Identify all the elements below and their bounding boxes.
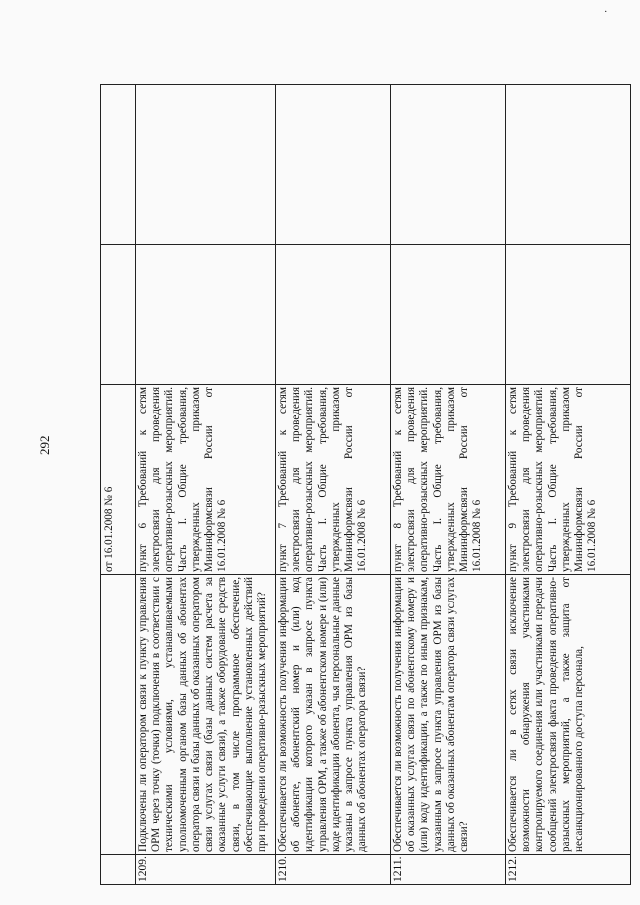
page-number: 292	[37, 435, 52, 455]
reference-text: пункт 8 Требований к сетям электросвязи для проведения оперативно-розыскных мероприятий. Часть I. Общие требования, утвержденных приказом Мининформсвязи России от 16.01.2008 № 6	[391, 385, 506, 575]
row-number: 1210.	[276, 855, 391, 885]
cell-note	[136, 85, 276, 245]
reference-text: пункт 6 Требований к сетям электросвязи для проведения оперативно-розыскных мероприятий. Часть I. Общие требования, утвержденных приказом Мининформсвязи России от 16.01.2008 № 6	[136, 385, 276, 575]
reference-text: пункт 7 Требований к сетям электросвязи для проведения оперативно-розыскных мероприятий. Часть I. Общие требования, утвержденных приказом Мининформсвязи России от 16.01.2008 № 6	[276, 385, 391, 575]
row-number: 1211.	[391, 855, 506, 885]
cell-note	[391, 85, 506, 245]
question-text: Обеспечивается ли в сетях связи исключение возможности обнаружения участниками контролируемого соединения или участниками передачи сообщений электросвязи факта проведения оперативно-разыскных мероприятий, а также защита от несанкционированного доступа персонала,	[506, 575, 631, 855]
table-row	[276, 85, 391, 885]
cell-note	[276, 85, 391, 245]
corner-mark: .	[604, 4, 607, 15]
rotated-table-container	[100, 85, 630, 885]
cell-note	[506, 85, 631, 245]
row-number: 1212.	[506, 855, 631, 885]
row-number: 1209.	[136, 855, 276, 885]
cell-answer	[276, 245, 391, 385]
question-text: Обеспечивается ли возможность получения информации об оказанных услугах связи по абонентскому номеру и (или) коду идентификации, а также по иным признакам, указанным в запросе пункта управления ОРМ из базы данных об оказанных абонентам оператора связи услугах связи?	[391, 575, 506, 855]
cell-answer	[506, 245, 631, 385]
cell-answer	[136, 245, 276, 385]
cell-note	[101, 85, 136, 245]
cell-answer	[101, 245, 136, 385]
cell-reference	[101, 385, 136, 575]
reference-text: пункт 9 Требований к сетям электросвязи для проведения оперативно-розыскных мероприятий. Часть I. Общие требования, утвержденных приказом Мининформсвязи России от 16.01.2008 № 6	[506, 385, 631, 575]
reference-tail: от 16.01.2008 № 6	[103, 486, 115, 572]
table-row	[391, 85, 506, 885]
table-row	[136, 85, 276, 885]
table-row	[506, 85, 631, 885]
question-text: Обеспечивается ли возможность получения информации об абоненте, абонентский номер и (или) код идентификации которого указан в запросе пункта управления ОРМ, а также об абонентском номере и (или) коде идентификации абонента, чья персональные данные указаны в запросе пункта управления ОРМ из базы данных об абонентах оператора связи?	[276, 575, 391, 855]
cell-answer	[391, 245, 506, 385]
cell-question	[101, 575, 136, 855]
table-row	[101, 85, 136, 885]
question-text: Подключены ли оператором связи к пункту управления ОРМ через точку (точки) подключения в соответствии с техническими условиями, устанавливаемыми уполномоченным органом базы данных об абонентах оператора связи и базы данных об оказанных оператором связи услугах связи (базы данных систем расчета за оказанные услуги связи), а также оборудование средств связи, в том числе программное обеспечение, обеспечивающие выполнение установленных действий при проведении оперативно-разыскных мероприятий?	[136, 575, 276, 855]
cell-num	[101, 855, 136, 885]
requirements-table	[100, 84, 631, 885]
